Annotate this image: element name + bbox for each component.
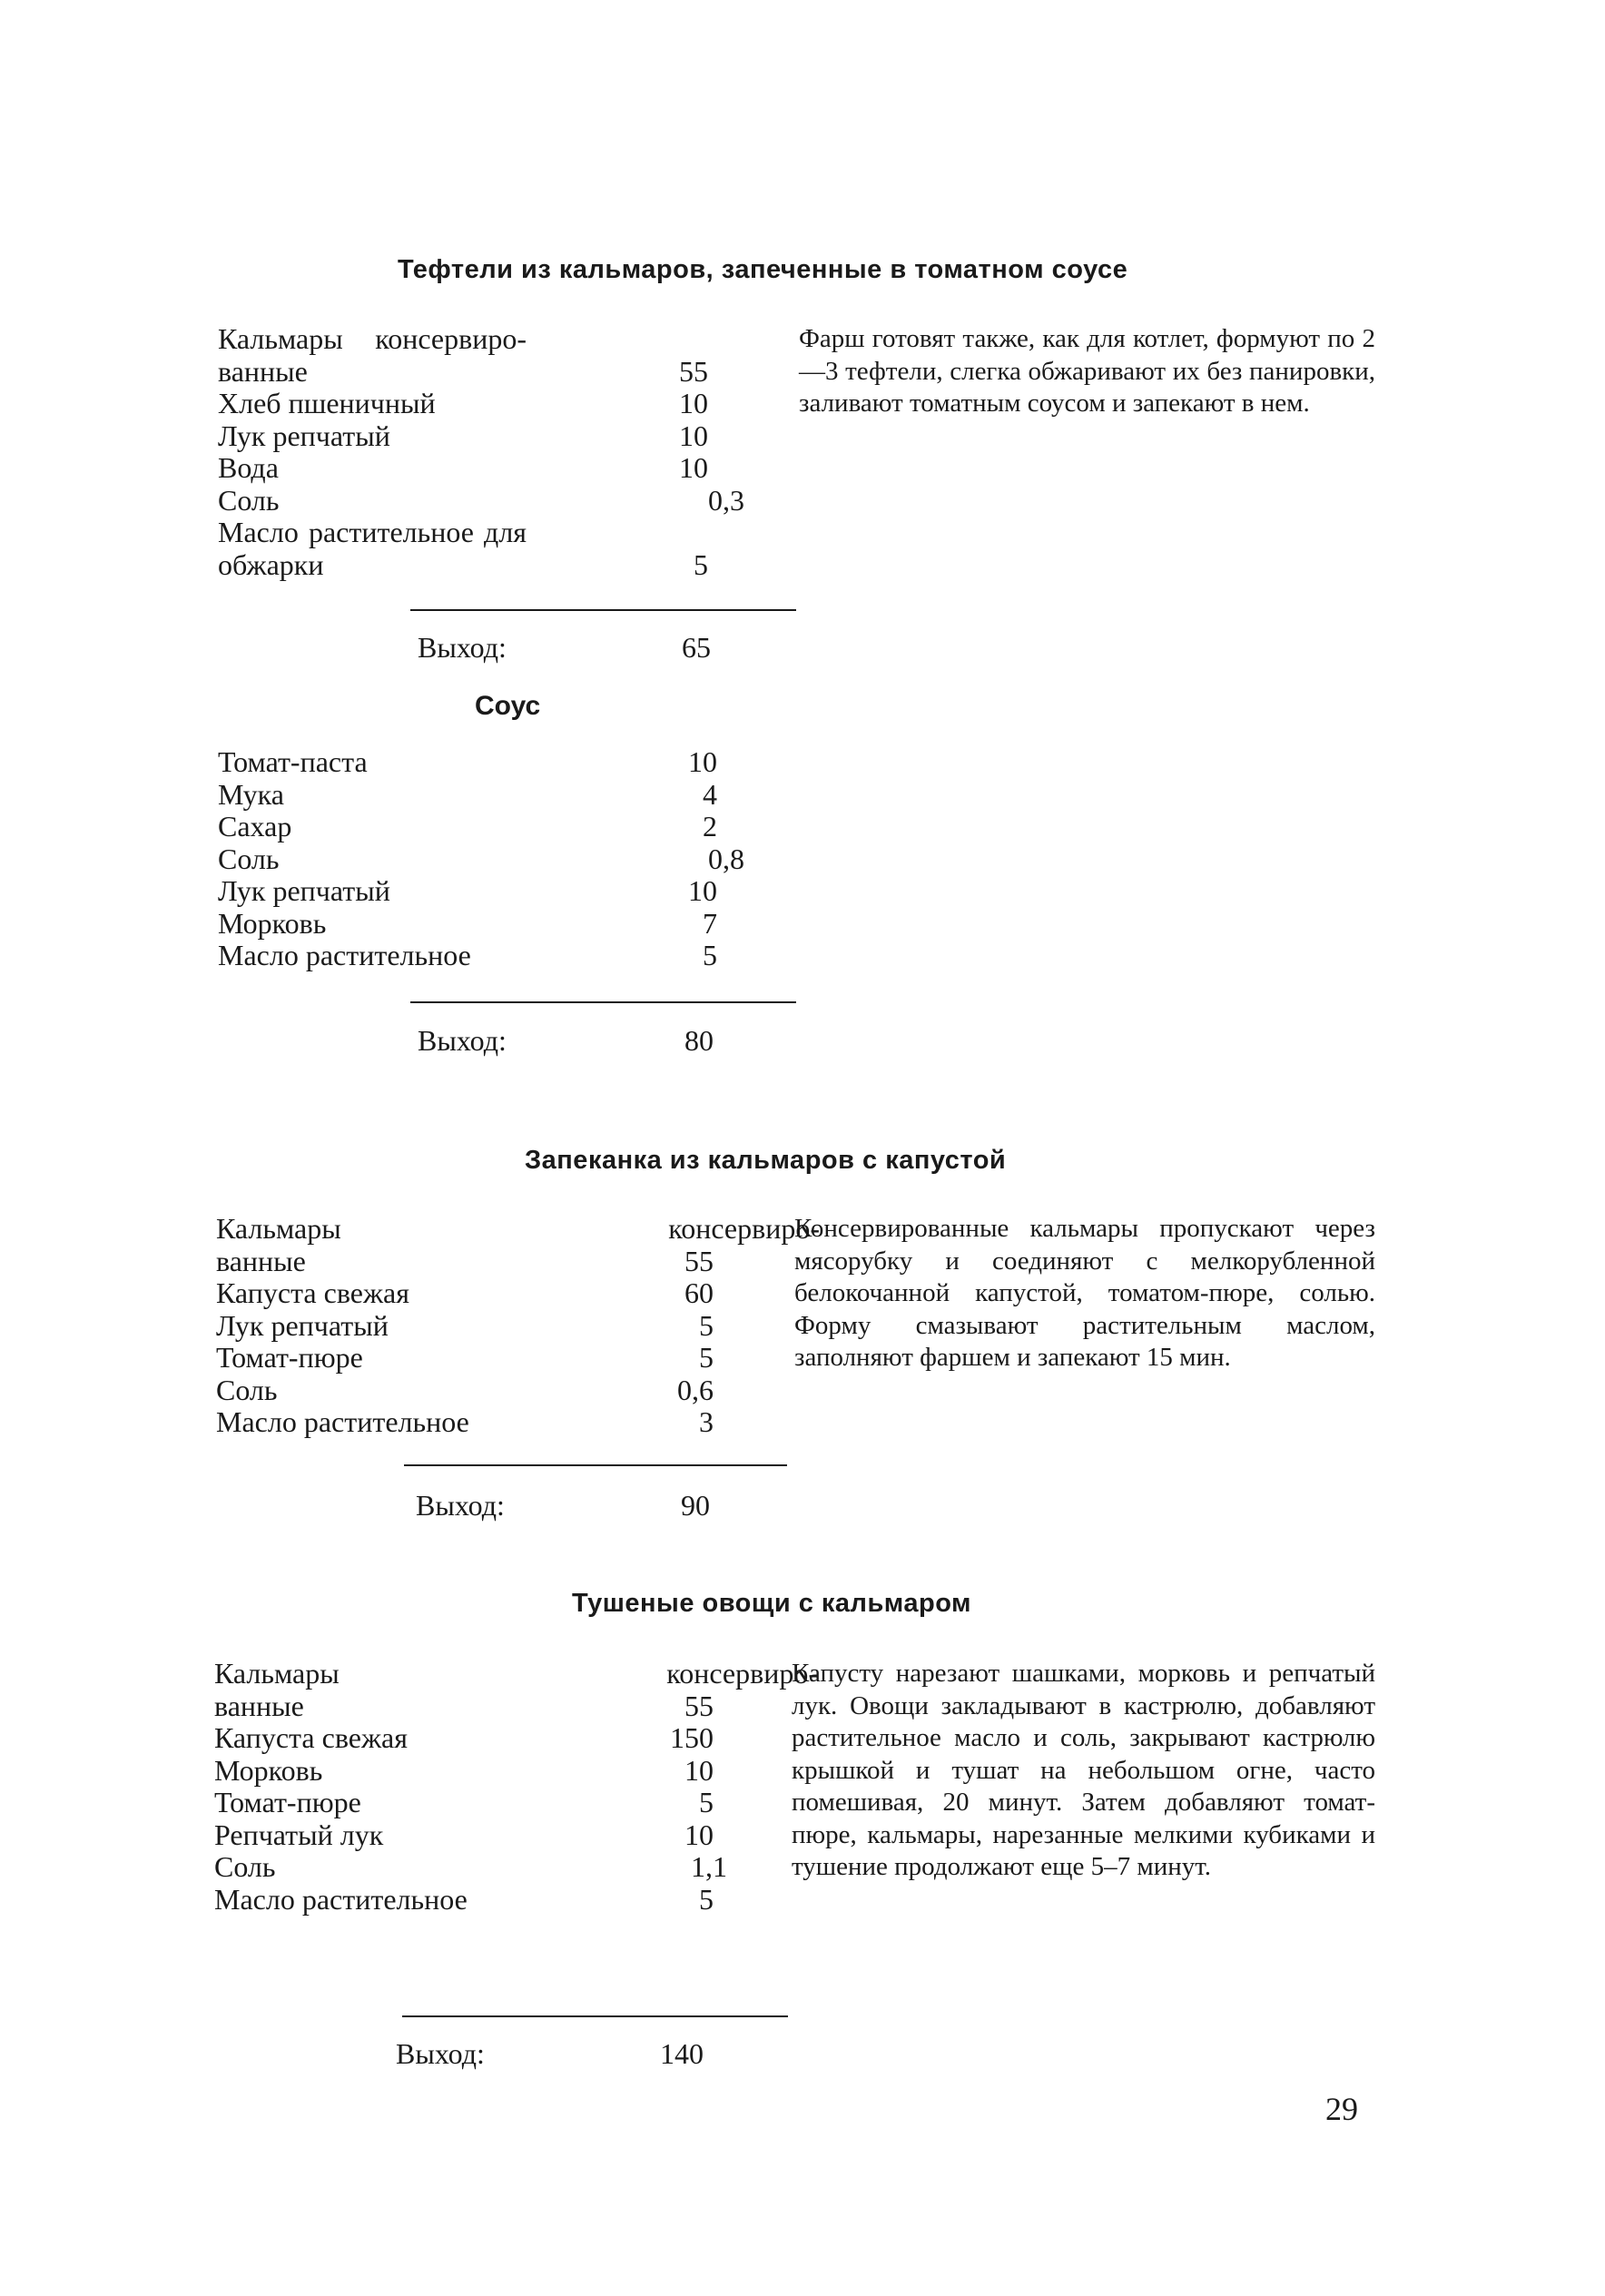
ingredient-amount: 150 xyxy=(670,1721,714,1754)
ingredient-name-line: Масло растительное для xyxy=(218,516,527,548)
ingredient-row xyxy=(214,1657,818,1690)
ingredient-row xyxy=(218,843,744,876)
page-number: 29 xyxy=(1325,2091,1358,2127)
ingredient-amount: 55 xyxy=(684,1689,714,1722)
ingredient-amount: 10 xyxy=(684,1818,714,1851)
ingredient-row xyxy=(218,811,744,843)
ingredient-name: Соль xyxy=(216,1373,278,1406)
ingredient-name-line: Кальмары консервиро- xyxy=(218,322,527,355)
ingredient-name: Капуста свежая xyxy=(214,1721,408,1754)
ingredient-row xyxy=(214,1787,727,1819)
divider-rule xyxy=(402,2015,788,2017)
ingredient-amount: 5 xyxy=(703,939,717,971)
ingredient-name: Репчатый лук xyxy=(214,1818,384,1851)
ingredient-name: ванные xyxy=(218,354,308,388)
ingredient-row xyxy=(218,323,744,356)
ingredient-amount: 5 xyxy=(699,1308,714,1342)
ingredient-amount: 10 xyxy=(688,874,717,907)
ingredient-row xyxy=(216,1375,724,1407)
recipe-title: Тефтели из кальмаров, запеченные в томатном соусе xyxy=(398,255,1128,284)
yield-label: Выход: xyxy=(416,1489,505,1522)
yield-label: Выход: xyxy=(396,2037,485,2070)
recipe-description: Фарш готовят также, как для котлет, формуют по 2—3 тефтели, слегка обжаривают их без панировки, заливают томатным соусом и запекают в нем. xyxy=(799,324,1375,418)
ingredient-row xyxy=(214,1884,727,1917)
divider-rule xyxy=(404,1464,787,1466)
ingredient-amount: 10 xyxy=(679,451,708,484)
ingredient-row xyxy=(218,746,744,779)
ingredient-amount: 5 xyxy=(699,1786,714,1818)
ingredient-row xyxy=(218,452,744,485)
ingredient-row xyxy=(218,517,744,549)
ingredient-amount: 5 xyxy=(699,1882,714,1916)
recipe-description: Консервированные кальмары пропускают через мясорубку и соединяют с мелкорубленной белокочанной капустой, томатом-пюре, солью. Форму смазывают растительным маслом, заполняют фаршем и запекают 15 мин. xyxy=(794,1214,1375,1372)
ingredient-name: ванные xyxy=(216,1244,306,1277)
ingredient-name: Лук репчатый xyxy=(218,419,390,452)
ingredient-amount: 55 xyxy=(684,1244,714,1277)
divider-rule xyxy=(410,1001,796,1003)
ingredient-amount: 0,3 xyxy=(708,483,744,517)
ingredient-name: Томат-пюре xyxy=(214,1786,361,1818)
yield-label: Выход: xyxy=(418,631,507,664)
ingredient-row xyxy=(218,388,744,420)
ingredient-amount: 0,8 xyxy=(708,842,744,875)
ingredient-amount: 55 xyxy=(679,354,708,388)
ingredient-name: Томат-пюре xyxy=(216,1341,363,1374)
ingredient-name: Морковь xyxy=(214,1753,323,1787)
ingredient-list xyxy=(218,746,744,972)
ingredient-list xyxy=(218,323,744,581)
divider-rule xyxy=(410,609,796,611)
ingredient-list xyxy=(216,1212,820,1439)
ingredient-row xyxy=(216,1342,724,1375)
ingredient-amount: 4 xyxy=(703,777,717,811)
ingredient-amount: 5 xyxy=(699,1341,714,1374)
yield-label: Выход: xyxy=(418,1024,507,1057)
sauce-title: Соус xyxy=(475,691,541,721)
ingredient-row xyxy=(218,940,744,972)
yield-value: 65 xyxy=(682,631,711,664)
ingredient-row xyxy=(218,779,744,812)
ingredient-name: Масло растительное xyxy=(214,1882,468,1916)
ingredient-row xyxy=(214,1690,727,1723)
ingredient-row xyxy=(218,549,744,582)
ingredient-name: Мука xyxy=(218,777,284,811)
ingredient-name: ванные xyxy=(214,1689,304,1722)
ingredient-name: Вода xyxy=(218,451,279,484)
ingredient-name: Соль xyxy=(218,842,280,875)
ingredient-row xyxy=(214,1851,727,1884)
ingredient-amount: 10 xyxy=(688,745,717,778)
ingredient-name: Масло растительное xyxy=(218,939,471,971)
ingredient-name: Соль xyxy=(214,1850,276,1883)
ingredient-name: Лук репчатый xyxy=(218,874,390,907)
yield-value: 90 xyxy=(681,1489,710,1522)
ingredient-name-line: Кальмары консервиро- xyxy=(214,1657,818,1690)
ingredient-row xyxy=(218,420,744,453)
ingredient-name: Сахар xyxy=(218,810,292,843)
ingredient-name: Масло растительное xyxy=(216,1405,469,1438)
ingredient-row xyxy=(216,1246,724,1278)
ingredient-name: Лук репчатый xyxy=(216,1308,389,1342)
ingredient-name: Томат-паста xyxy=(218,745,368,778)
ingredient-amount: 7 xyxy=(703,906,717,940)
yield-value: 140 xyxy=(660,2037,704,2070)
ingredient-amount: 2 xyxy=(703,810,717,843)
yield-value: 80 xyxy=(684,1024,714,1057)
ingredient-amount: 10 xyxy=(684,1753,714,1787)
ingredient-row xyxy=(218,485,744,517)
ingredient-amount: 5 xyxy=(694,547,708,581)
ingredient-row xyxy=(216,1406,724,1439)
ingredient-row xyxy=(214,1755,727,1788)
ingredient-amount: 1,1 xyxy=(691,1850,727,1883)
recipe-description: Капусту нарезают шашками, морковь и репчатый лук. Овощи закладывают в кастрюлю, добавляют растительное масло и соль, закрывают кастрюлю крышкой и тушат на небольшом огне, часто помешивая, 20 минут. Затем добавляют томат-пюре, кальмары, нарезанные мелкими кубиками и тушение продолжают еще 5–7 минут. xyxy=(792,1659,1375,1881)
ingredient-row xyxy=(216,1212,820,1246)
ingredient-row xyxy=(214,1819,727,1852)
ingredient-amount: 3 xyxy=(699,1405,714,1438)
ingredient-amount: 10 xyxy=(679,419,708,452)
ingredient-row xyxy=(216,1277,724,1310)
ingredient-name: обжарки xyxy=(218,547,324,581)
recipe-title: Тушеные овощи с кальмаром xyxy=(572,1589,972,1618)
ingredient-row xyxy=(218,875,744,908)
ingredient-name-line: Кальмары консервиро- xyxy=(216,1212,820,1245)
ingredient-name: Соль xyxy=(218,483,280,517)
ingredient-row xyxy=(216,1310,724,1343)
ingredient-amount: 10 xyxy=(679,387,708,419)
ingredient-row xyxy=(214,1722,727,1755)
ingredient-row xyxy=(218,908,744,941)
ingredient-row xyxy=(218,356,744,389)
ingredient-list xyxy=(214,1657,818,1916)
recipe-title: Запеканка из кальмаров с капустой xyxy=(525,1146,1007,1175)
ingredient-amount: 60 xyxy=(684,1276,714,1309)
ingredient-name: Капуста свежая xyxy=(216,1276,409,1309)
ingredient-amount: 0,6 xyxy=(677,1373,714,1406)
ingredient-name: Морковь xyxy=(218,906,327,940)
ingredient-name: Хлеб пшеничный xyxy=(218,387,436,419)
